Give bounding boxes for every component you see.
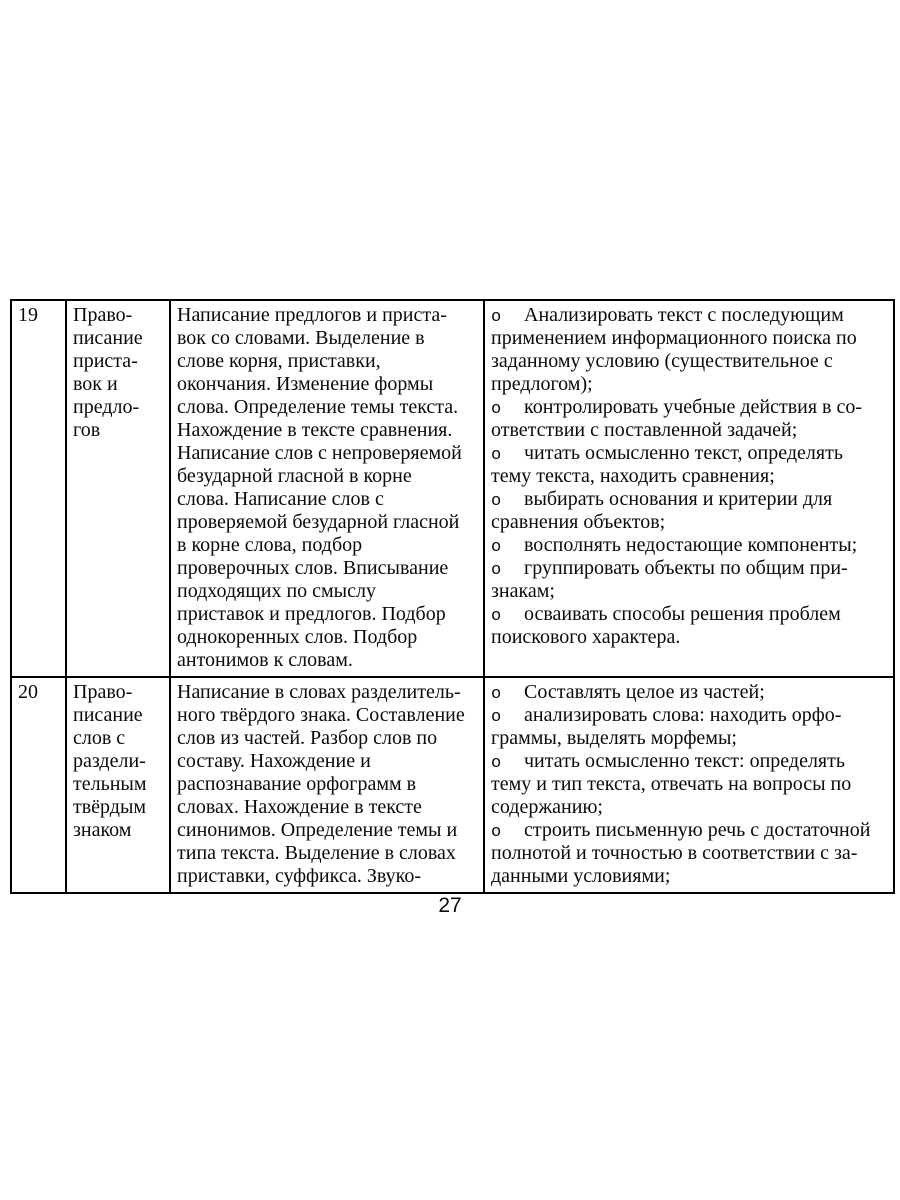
- bullet-marker: o: [491, 607, 502, 626]
- bullet-marker: o: [491, 561, 502, 580]
- text-line: ного твёрдого знака. Составление: [177, 704, 465, 726]
- text-line: [491, 603, 889, 626]
- bullet-marker: o: [491, 308, 502, 327]
- activity-text: Анализировать текст с последующим: [524, 304, 844, 326]
- activity-text: тему и тип текста, отвечать на вопросы по: [491, 773, 852, 795]
- text-line: безударной гласной в корне: [177, 465, 412, 487]
- activity-text: читать осмысленно текст: определять: [524, 750, 845, 772]
- activity-text: контролировать учебные действия в со-: [524, 396, 863, 418]
- text-line: приставок и предлогов. Подбор: [177, 603, 446, 625]
- text-line: [491, 442, 889, 465]
- text-line: Написание в словах разделитель-: [177, 681, 461, 703]
- text-line: [491, 750, 889, 773]
- row-number: 19: [18, 304, 38, 326]
- row-number: 20: [18, 681, 38, 703]
- activity-text: выбирать основания и критерии для: [524, 488, 833, 510]
- text-line: [491, 350, 889, 373]
- activity-text: предлогом);: [491, 373, 593, 395]
- cell-learning-activities: [484, 677, 894, 893]
- bullet-marker: o: [491, 754, 502, 773]
- activity-text: тему текста, находить сравнения;: [491, 465, 775, 487]
- text-line: [491, 327, 889, 350]
- text-line: [491, 865, 889, 888]
- text-line: [491, 819, 889, 842]
- text-line: предло-: [73, 396, 140, 418]
- text-line: составу. Нахождение и: [177, 750, 371, 772]
- text-line: проверочных слов. Вписывание: [177, 557, 449, 579]
- text-line: [491, 396, 889, 419]
- activity-text: граммы, выделять морфемы;: [491, 727, 737, 749]
- text-line: окончания. Изменение формы: [177, 373, 434, 395]
- text-line: Написание предлогов и приста-: [177, 304, 447, 326]
- bullet-marker: o: [491, 400, 502, 419]
- text-line: слов из частей. Разбор слов по: [177, 727, 438, 749]
- text-line: [491, 534, 889, 557]
- activity-text: осваивать способы решения проблем: [524, 603, 841, 625]
- text-line: Право-: [73, 304, 133, 326]
- text-line: [491, 796, 889, 819]
- activity-text: данными условиями;: [491, 865, 671, 887]
- text-line: слова. Определение темы текста.: [177, 396, 459, 418]
- text-line: Написание слов с непроверяемой: [177, 442, 462, 464]
- text-line: слова. Написание слов с: [177, 488, 384, 510]
- text-line: писание: [73, 327, 143, 349]
- text-line: [491, 465, 889, 488]
- text-line: вок и: [73, 373, 118, 395]
- bullet-marker: o: [491, 446, 502, 465]
- text-line: [491, 727, 889, 750]
- curriculum-table-body: [11, 300, 894, 893]
- bullet-marker: o: [491, 492, 502, 511]
- text-line: подходящих по смыслу: [177, 580, 376, 602]
- text-line: однокоренных слов. Подбор: [177, 626, 418, 648]
- table-row: [11, 677, 894, 893]
- activity-text: ответствии с поставленной задачей;: [491, 419, 798, 441]
- activity-text: полнотой и точностью в соответствии с за-: [491, 842, 858, 864]
- text-line: писание: [73, 704, 143, 726]
- activity-text: строить письменную речь с достаточной: [524, 819, 871, 841]
- text-line: гов: [73, 419, 101, 441]
- activity-text: поискового характера.: [491, 626, 681, 648]
- text-line: приставки, суффикса. Звуко-: [177, 865, 421, 887]
- text-line: тельным: [73, 773, 147, 795]
- activity-text: сравнения объектов;: [491, 511, 666, 533]
- text-line: слов с: [73, 727, 126, 749]
- cell-row-number: [11, 300, 66, 677]
- text-line: синонимов. Определение темы и: [177, 819, 458, 841]
- activity-text: Составлять целое из частей;: [524, 681, 765, 703]
- cell-learning-activities: [484, 300, 894, 677]
- cell-topic-title: [66, 300, 170, 677]
- activity-text: читать осмысленно текст, определять: [524, 442, 843, 464]
- text-line: приста-: [73, 350, 138, 372]
- text-line: [491, 773, 889, 796]
- bullet-marker: o: [491, 538, 502, 557]
- activity-text: применением информационного поиска по: [491, 327, 857, 349]
- text-line: антонимов к словам.: [177, 649, 353, 671]
- text-line: в корне слова, подбор: [177, 534, 363, 556]
- text-line: [491, 557, 889, 580]
- text-line: [491, 488, 889, 511]
- curriculum-table: [10, 299, 895, 894]
- cell-lesson-content: [170, 677, 484, 893]
- text-line: [491, 511, 889, 534]
- text-line: [491, 704, 889, 727]
- text-line: [491, 304, 889, 327]
- page-number: 27: [438, 894, 462, 917]
- text-line: Нахождение в тексте сравнения.: [177, 419, 453, 441]
- text-line: типа текста. Выделение в словах: [177, 842, 456, 864]
- text-line: знаком: [73, 819, 132, 841]
- table-row: [11, 300, 894, 677]
- cell-topic-title: [66, 677, 170, 893]
- activity-text: знакам;: [491, 580, 555, 602]
- text-line: слове корня, приставки,: [177, 350, 381, 372]
- bullet-marker: o: [491, 823, 502, 842]
- text-line: распознавание орфограмм в: [177, 773, 417, 795]
- bullet-marker: o: [491, 685, 502, 704]
- activity-text: содержанию;: [491, 796, 603, 818]
- activity-text: группировать объекты по общим при-: [524, 557, 848, 579]
- activity-text: восполнять недостающие компоненты;: [524, 534, 858, 556]
- text-line: вок со словами. Выделение в: [177, 327, 425, 349]
- text-line: [491, 626, 889, 649]
- text-line: твёрдым: [73, 796, 147, 818]
- bullet-marker: o: [491, 708, 502, 727]
- cell-row-number: [11, 677, 66, 893]
- text-line: Право-: [73, 681, 133, 703]
- text-line: словах. Нахождение в тексте: [177, 796, 422, 818]
- text-line: [491, 681, 889, 704]
- activity-text: заданному условию (существительное с: [491, 350, 833, 372]
- text-line: раздели-: [73, 750, 146, 772]
- cell-lesson-content: [170, 300, 484, 677]
- text-line: [491, 419, 889, 442]
- text-line: [491, 580, 889, 603]
- activity-text: анализировать слова: находить орфо-: [524, 704, 842, 726]
- text-line: [491, 373, 889, 396]
- text-line: [491, 842, 889, 865]
- text-line: проверяемой безударной гласной: [177, 511, 460, 533]
